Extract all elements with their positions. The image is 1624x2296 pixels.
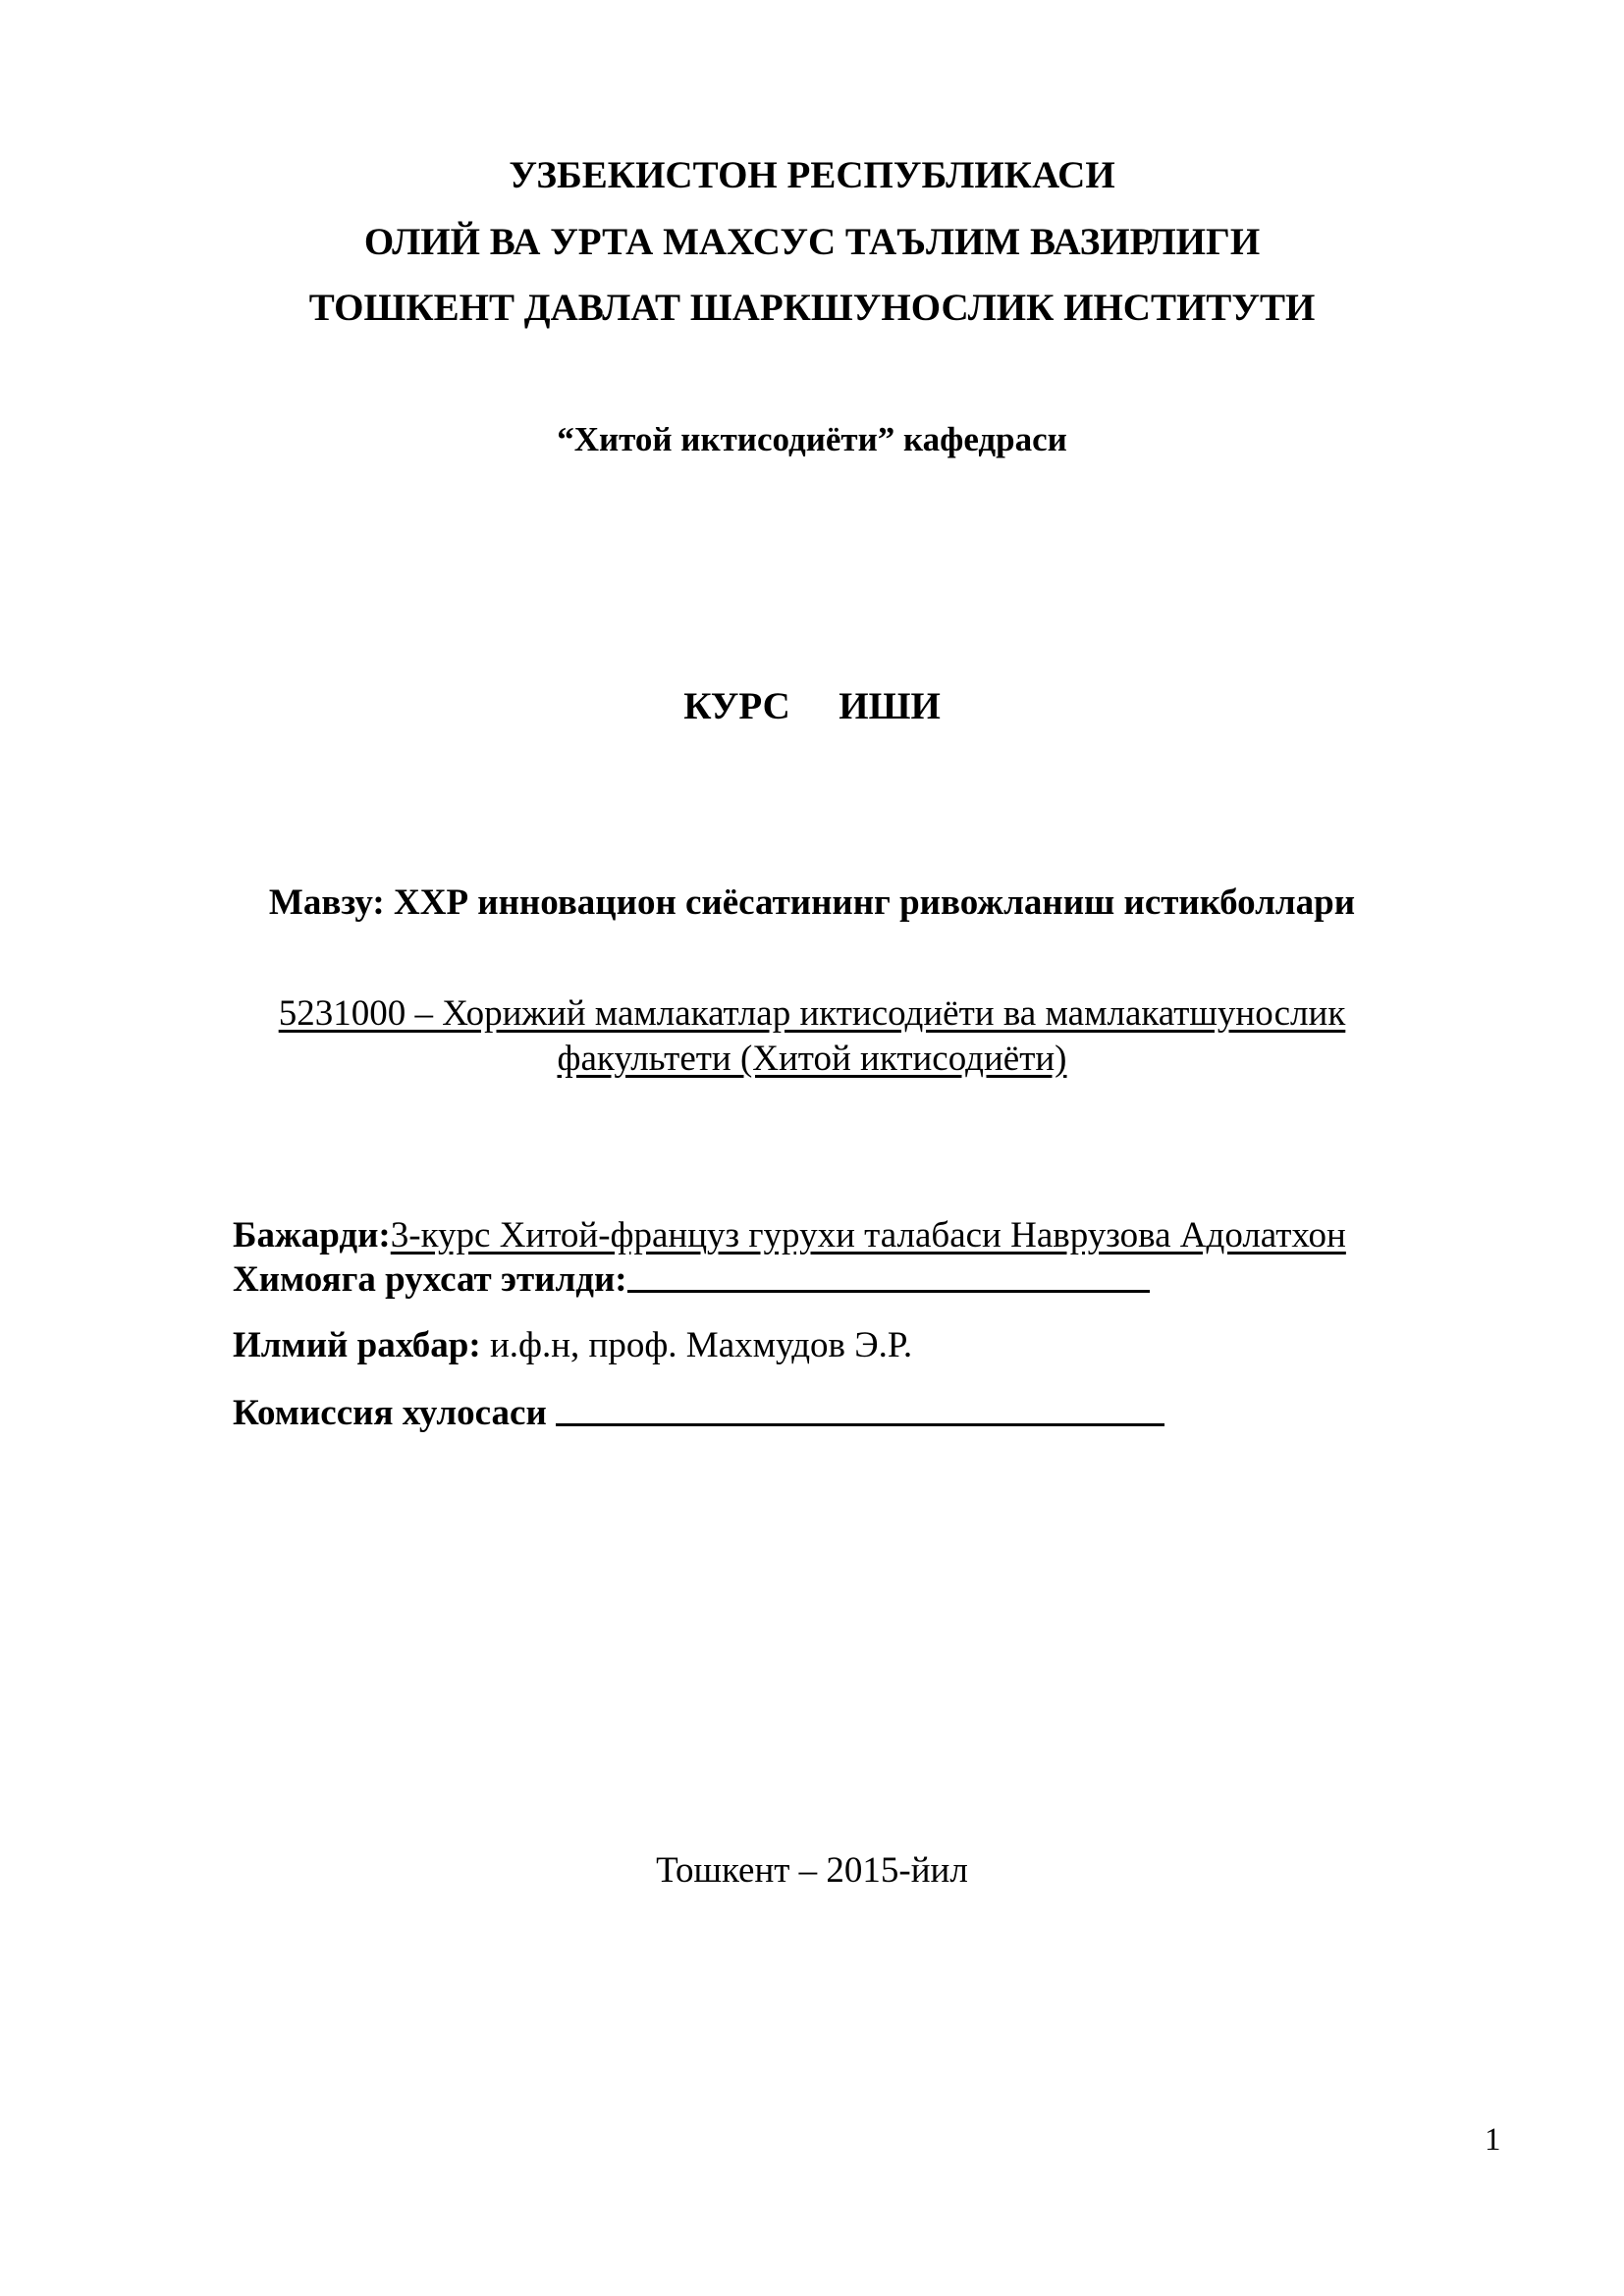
page-number: 1 <box>1485 2122 1501 2158</box>
faculty-line1 <box>0 992 1624 1036</box>
advisor-label: Илмий рахбар: <box>233 1325 481 1365</box>
performed-by-value: 3-курс Хитой-француз гурухи талабаси Наврузова Адолатхон <box>390 1215 1346 1255</box>
faculty-line2 <box>0 1038 1624 1081</box>
advisor-value: и.ф.н, проф. Махмудов Э.Р. <box>480 1325 913 1365</box>
city-year: Тошкент – 2015-йил <box>656 1850 968 1891</box>
commission-field <box>233 1392 1164 1434</box>
performed-by-field <box>233 1214 1346 1256</box>
performed-by-label: Бажарди: <box>233 1215 391 1255</box>
header-institute: ТОШКЕНТ ДАВЛАТ ШАРКШУНОСЛИК ИНСТИТУТИ <box>308 287 1316 329</box>
faculty-line2-text: факультети (Хитой иктисодиёти) <box>557 1039 1067 1079</box>
faculty-line1-text: 5231000 – Хорижий мамлакатлар иктисодиёти ва мамлакатшунослик <box>278 993 1346 1034</box>
work-type-word2: ИШИ <box>839 685 941 727</box>
topic-title: Мавзу: ХХР инновацион сиёсатининг ривожланиш истикболлари <box>268 882 1356 923</box>
department-title: “Хитой иктисодиёти” кафедраси <box>557 420 1067 458</box>
work-type-title <box>0 684 1624 728</box>
header-ministry: ОЛИЙ ВА УРТА МАХСУС ТАЪЛИМ ВАЗИРЛИГИ <box>363 221 1261 263</box>
advisor-field <box>233 1324 912 1366</box>
defense-permission-field <box>233 1258 1150 1301</box>
commission-label: Комиссия хулосаси <box>233 1393 547 1433</box>
work-type-word1: КУРС <box>683 685 790 727</box>
header-republic: УЗБЕКИСТОН РЕСПУБЛИКАСИ <box>509 154 1115 196</box>
defense-permission-label: Химояга рухсат этилди: <box>233 1259 627 1300</box>
defense-signature-line <box>627 1290 1150 1293</box>
commission-signature-line <box>556 1423 1164 1426</box>
